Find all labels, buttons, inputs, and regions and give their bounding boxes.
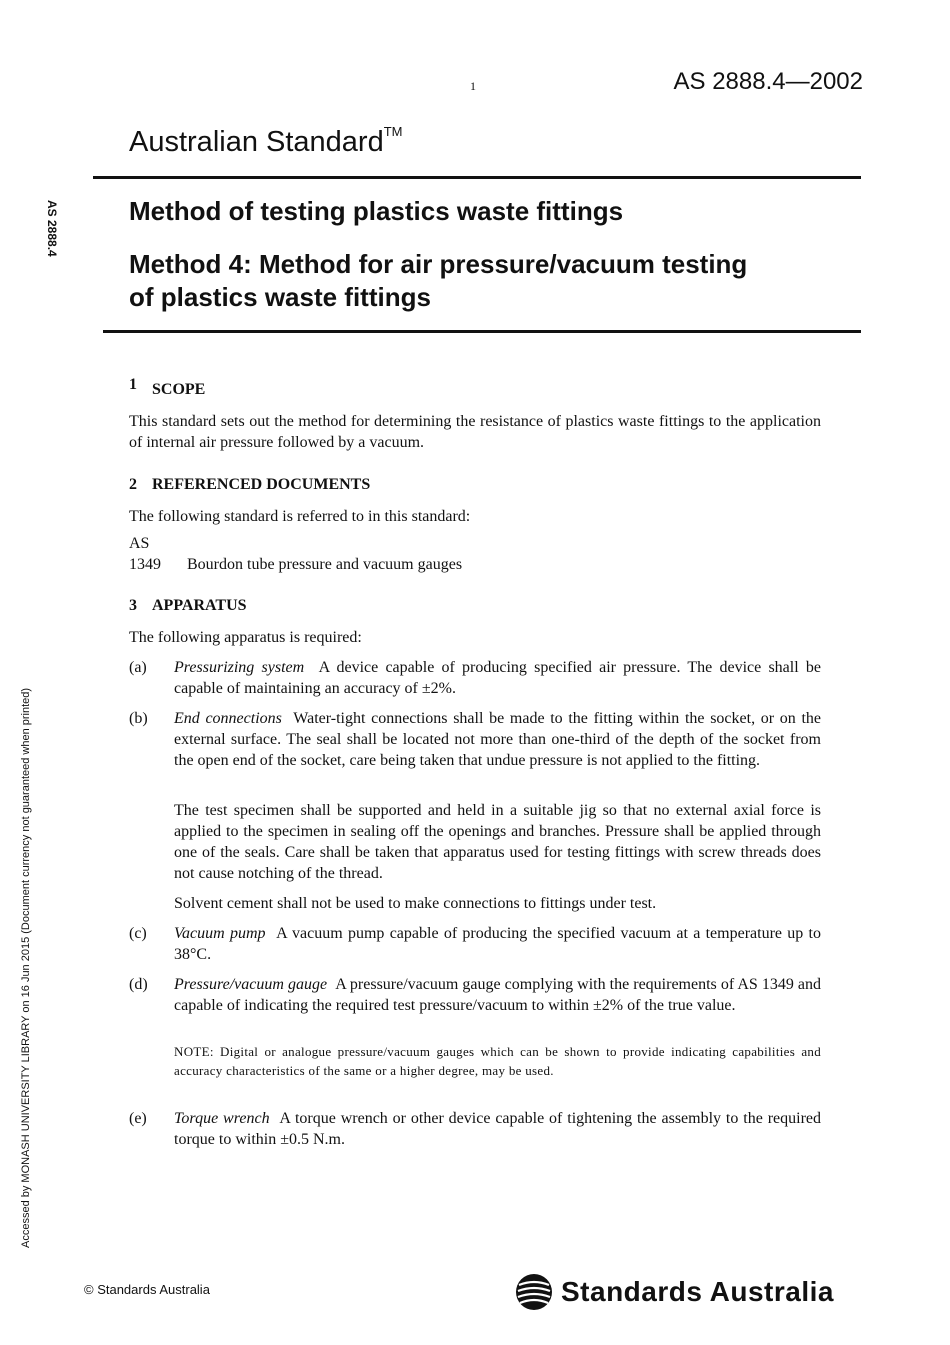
item-term: Pressure/vacuum gauge: [174, 976, 328, 993]
trademark-mark: TM: [383, 124, 403, 139]
item-text: A pressure/vacuum gauge complying with the requirements of AS 1349 and capable of indicating the required test pressure/vacuum to within ±2% of the true value.: [174, 976, 822, 1014]
item-label: (a): [129, 659, 147, 676]
section-title: REFERENCED DOCUMENTS: [152, 476, 371, 493]
section-title: SCOPE: [152, 381, 206, 398]
section-number: 3: [129, 597, 137, 614]
item-label: (d): [129, 976, 148, 993]
apparatus-item-b-paragraph-2: The test specimen shall be supported and held in a suitable jig so that no external axial force is applied to the specimen in sealing off the openings and branches. Pressure shall be applied through one of the seals. Care shall be taken that apparatus used for testing fittings with screw threads does not cause notching of the thread.: [174, 802, 821, 882]
item-label: (e): [129, 1110, 147, 1127]
section-heading-referenced-documents: [129, 476, 370, 494]
item-term: Pressurizing system: [174, 659, 305, 676]
section-heading-apparatus: [129, 597, 247, 615]
reference-title: Bourdon tube pressure and vacuum gauges: [187, 556, 463, 573]
sub-title: Method 4: Method for air pressure/vacuum testing of plastics waste fittings: [129, 249, 748, 312]
reference-prefix: AS: [129, 535, 150, 552]
item-term: Torque wrench: [174, 1110, 270, 1127]
main-title: Method of testing plastics waste fittings: [129, 196, 624, 226]
bottom-rule: [103, 330, 861, 333]
top-rule: [93, 176, 861, 179]
section-heading-scope: [129, 376, 206, 399]
page-number: 1: [470, 79, 476, 93]
apparatus-item-d-note: NOTE: Digital or analogue pressure/vacuum gauges which can be shown to provide indicating capabilities and accuracy characteristics of the same or a higher degree, may be used.: [174, 1044, 821, 1078]
item-text: A vacuum pump capable of producing the specified vacuum at a temperature up to 38°C.: [174, 925, 822, 963]
section-title: APPARATUS: [152, 597, 247, 614]
copyright-notice: © Standards Australia: [84, 1282, 210, 1297]
apparatus-item-b: [129, 708, 821, 771]
scope-paragraph: This standard sets out the method for determining the resistance of plastics waste fittings to the application of internal air pressure followed by a vacuum.: [129, 413, 821, 451]
standards-australia-emblem-icon: [515, 1273, 553, 1311]
item-text: A torque wrench or other device capable of tightening the assembly to the required torque to within ±0.5 N.m.: [174, 1110, 822, 1148]
brand-title-text: Australian Standard: [129, 126, 384, 158]
apparatus-item-d: [129, 974, 821, 1016]
standards-australia-logo: [515, 1273, 834, 1311]
section-number: 2: [129, 476, 137, 493]
item-term: Vacuum pump: [174, 925, 266, 942]
apparatus-item-a: [129, 657, 821, 699]
item-label: (c): [129, 925, 147, 942]
item-text: A device capable of producing specified air pressure. The device shall be capable of maintaining an accuracy of ±2%.: [174, 659, 821, 697]
brand-title: [129, 126, 403, 159]
reference-number: 1349: [129, 556, 161, 573]
item-text: Water-tight connections shall be made to the fitting within the socket, or on the external surface. The seal shall be located not more than one-third of the depth of the socket from the open end of the socket, care being taken that undue pressure is not applied to the fitting.: [174, 710, 821, 769]
item-label: (b): [129, 710, 148, 727]
section-number: 1: [129, 376, 137, 393]
side-access-note: Accessed by MONASH UNIVERSITY LIBRARY on 16 Jun 2015 (Document currency not guaranteed when printed): [20, 687, 32, 1248]
item-term: End connections: [174, 710, 282, 727]
apparatus-item-e: [129, 1108, 821, 1150]
logo-text: Standards Australia: [561, 1276, 834, 1307]
document-code: AS 2888.4—2002: [673, 68, 863, 95]
apparatus-item-b-paragraph-3: Solvent cement shall not be used to make connections to fittings under test.: [174, 895, 657, 912]
apparatus-item-c: [129, 923, 821, 965]
side-document-code: AS 2888.4: [45, 200, 59, 257]
apparatus-intro: The following apparatus is required:: [129, 629, 362, 646]
referenced-intro: The following standard is referred to in this standard:: [129, 508, 471, 525]
